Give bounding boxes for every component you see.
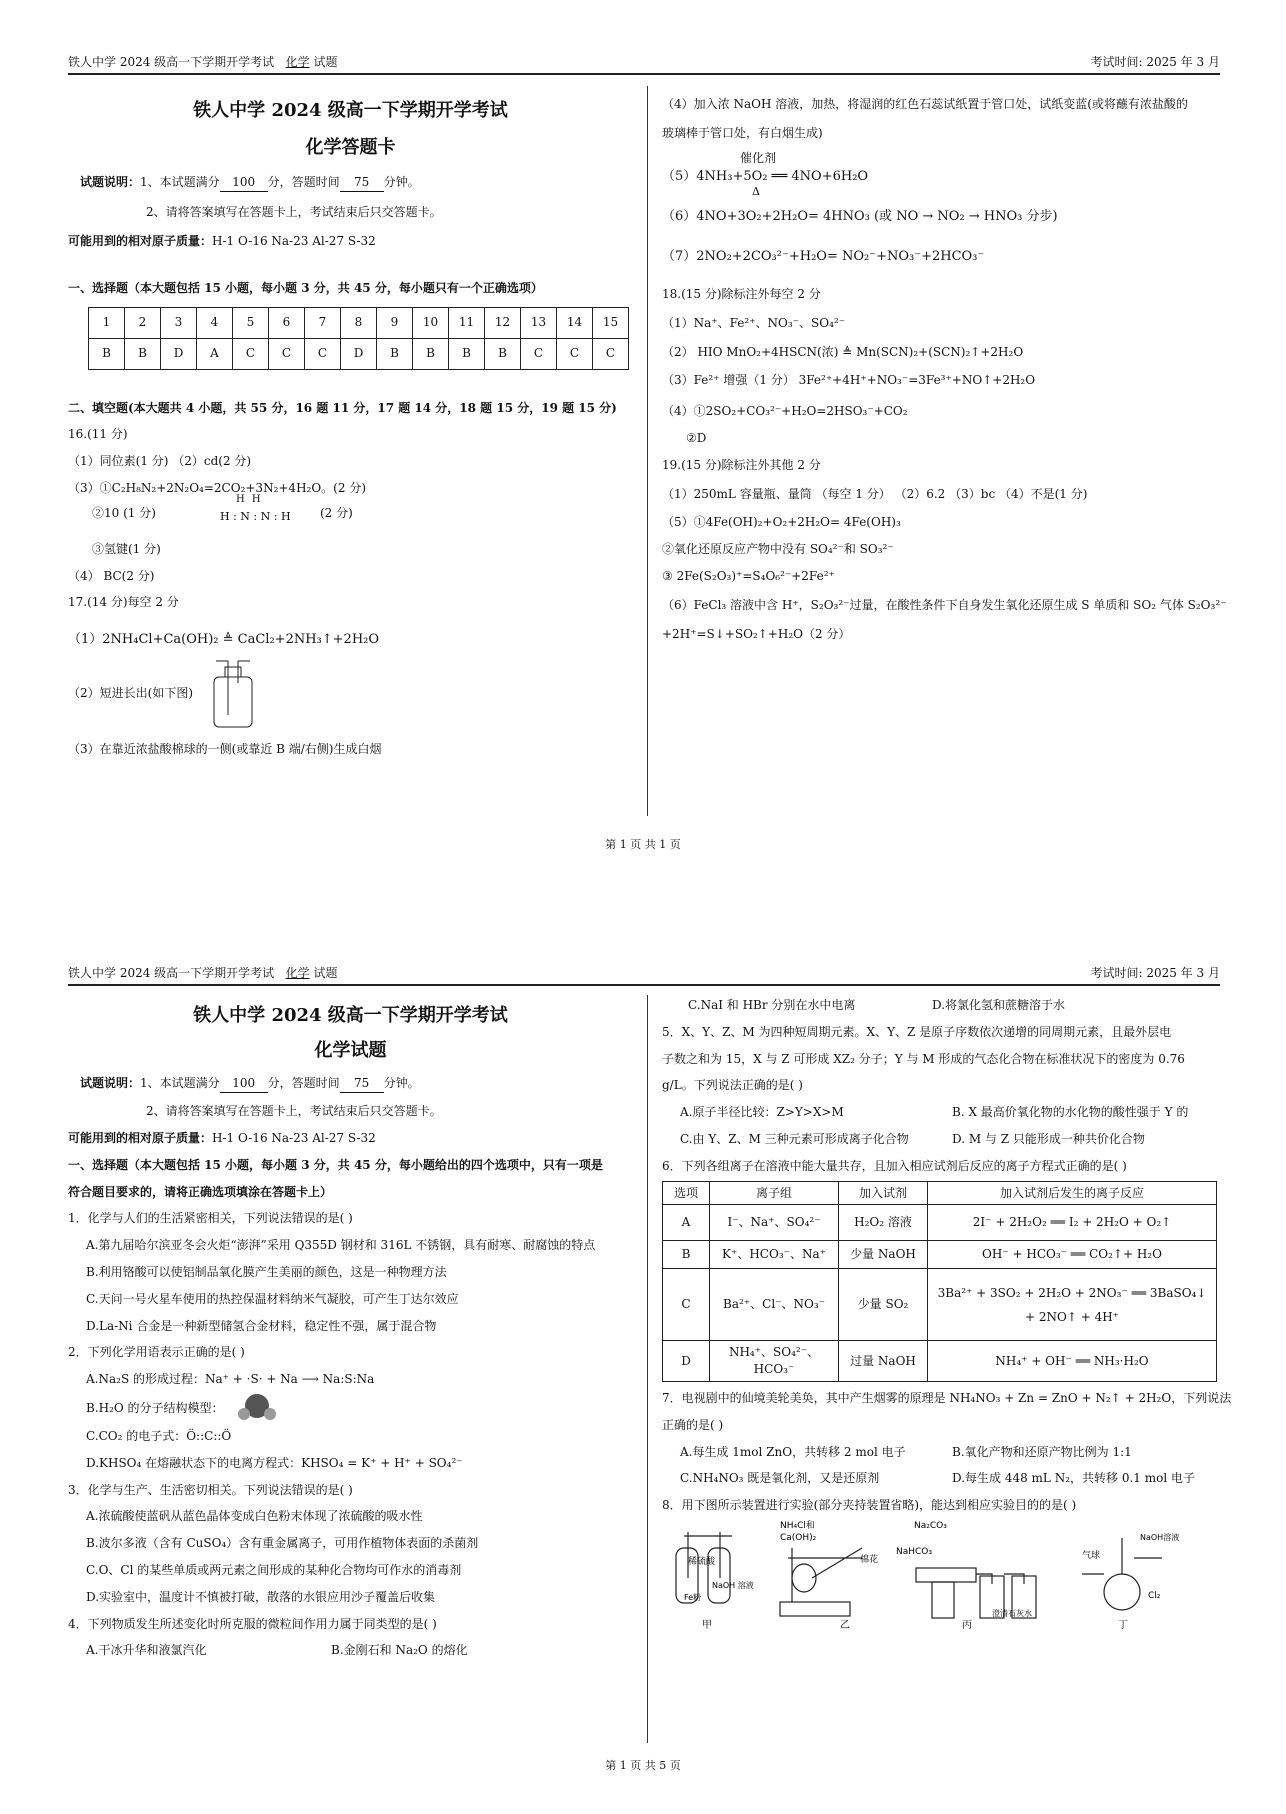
section-1-heading: 一、选择题（本大题包括 15 小题，每小题 3 分，共 45 分，每小题给出的四个选项中，只有一项是 xyxy=(68,1157,603,1172)
q1-option-d: D.La-Ni 合金是一种新型储氢合金材料，稳定性不强，属于混合物 xyxy=(86,1318,437,1333)
answer-letter-cell: C xyxy=(269,338,305,369)
figure-label: NaOH溶液 xyxy=(1140,1532,1180,1542)
answer-letter-cell: D xyxy=(341,338,377,369)
answer-letter-cell: C xyxy=(521,338,557,369)
note-line-2: 2、请将答案填写在答题卡上，考试结束后只交答题卡。 xyxy=(146,205,442,220)
table-row: C Ba²⁺、Cl⁻、NO₃⁻ 少量 SO₂ 3Ba²⁺ + 3SO₂ + 2H₂O + 2NO₃⁻ ══ 3BaSO₄↓ + 2NO↑ + 4H⁺ xyxy=(663,1269,1217,1341)
answer-numbers-row xyxy=(89,307,629,338)
q17-part7: （7）2NO₂+2CO₃²⁻+H₂O= NO₂⁻+NO₃⁻+2HCO₃⁻ xyxy=(662,248,985,264)
page-title: 铁人中学 2024 级高一下学期开学考试 xyxy=(193,1005,508,1026)
gas-bottle-icon xyxy=(208,655,258,729)
q17-part4: （4）加入浓 NaOH 溶液，加热，将湿润的红色石蕊试纸置于管口处，试纸变蓝(或将蘸有浓盐酸的 xyxy=(662,97,1188,111)
left-column xyxy=(68,98,633,758)
page-subtitle: 化学答题卡 xyxy=(305,137,396,159)
q2-option-b: B.H₂O 的分子结构模型： xyxy=(86,1394,633,1420)
q17-part3: （3）在靠近浓盐酸棉球的一侧(或靠近 B 端/右侧)生成白烟 xyxy=(68,742,382,757)
water-molecule-model-icon xyxy=(236,1388,278,1422)
figure-label: Na₂CO₃ xyxy=(914,1520,947,1531)
q18-part3: （3）Fe²⁺ 增强（1 分） 3Fe²⁺+4H⁺+NO₃⁻=3Fe³⁺+NO↑+2H₂O xyxy=(662,373,1036,388)
q2-option-c: C.CO₂ 的电子式：Ö::C::Ö xyxy=(86,1428,232,1443)
atomic-masses: 可能用到的相对原子质量：H-1 O-16 Na-23 Al-27 S-32 xyxy=(68,233,376,248)
answer-number-cell: 14 xyxy=(557,307,593,338)
full-score: 100 xyxy=(220,174,268,192)
page-header: 铁人中学 2024 级高一下学期开学考试 化学 试题 考试时间: 2025 年 3 月 xyxy=(68,964,1220,986)
q8-apparatus-figure xyxy=(662,1518,1222,1630)
answer-number-cell: 1 xyxy=(89,307,125,338)
q1-option-a: A.第九届哈尔滨亚冬会火炬“澎湃”采用 Q355D 钢材和 316L 不锈钢，具有耐寒、耐腐蚀的特点 xyxy=(86,1238,596,1253)
question-8: 8．用下图所示装置进行实验(部分夹持装置省略)，能达到相应实验目的的是( ) xyxy=(662,1498,1077,1513)
answer-number-cell: 5 xyxy=(233,307,269,338)
table-row: A I⁻、Na⁺、SO₄²⁻ H₂O₂ 溶液 2I⁻ + 2H₂O₂ ══ I₂ + 2H₂O + O₂↑ xyxy=(663,1205,1217,1241)
answer-letter-cell: B xyxy=(125,338,161,369)
q19-part1: （1）250mL 容量瓶、量筒 （每空 1 分） （2）6.2 （3）bc （4）不是(1 分) xyxy=(662,486,1088,501)
answer-number-cell: 11 xyxy=(449,307,485,338)
q17-part2-row: （2）短进长出(如下图) xyxy=(68,655,633,731)
answer-number-cell: 3 xyxy=(161,307,197,338)
q16-part3c: ③氢键(1 分) xyxy=(92,541,161,556)
hydrazine-electron-formula: H : N : N : H xyxy=(220,509,291,523)
page-header xyxy=(68,53,1220,75)
header-subject: 化学 xyxy=(285,55,310,69)
answer-card-page xyxy=(0,0,1286,900)
section-1-heading: 一、选择题（本大题包括 15 小题，每小题 3 分，共 45 分，每小题只有一个正确选项） xyxy=(68,280,543,295)
answer-letter-cell: B xyxy=(377,338,413,369)
header-suffix: 试题 xyxy=(313,55,338,69)
figure-label: NaHCO₃ xyxy=(896,1546,932,1557)
table-row: D NH₄⁺、SO₄²⁻、HCO₃⁻ 过量 NaOH NH₄⁺ + OH⁻ ══ NH₃·H₂O xyxy=(663,1341,1217,1382)
figure-label: 丙 xyxy=(962,1619,972,1630)
q18-heading: 18.(15 分)除标注外每空 2 分 xyxy=(662,286,821,301)
answer-letter-cell: B xyxy=(485,338,521,369)
q19-part5: （5）①4Fe(OH)₂+O₂+2H₂O= 4Fe(OH)₃ xyxy=(662,515,901,530)
q6-options-table xyxy=(662,1181,1217,1382)
q16-part1: （1）同位素(1 分) （2）cd(2 分) xyxy=(68,454,252,469)
page-footer: 第 1 页 共 5 页 xyxy=(605,1759,681,1772)
answer-number-cell: 2 xyxy=(125,307,161,338)
answer-number-cell: 9 xyxy=(377,307,413,338)
question-3: 3．化学与生产、生活密切相关。下列说法错误的是( ) xyxy=(68,1482,353,1497)
answer-letter-cell: C xyxy=(305,338,341,369)
figure-label: 澄清石灰水 xyxy=(992,1608,1032,1618)
q1-option-c: C.天问一号火星车使用的热控保温材料纳米气凝胶，可产生丁达尔效应 xyxy=(86,1291,459,1306)
answer-letter-cell: B xyxy=(413,338,449,369)
question-6: 6．下列各组离子在溶液中能大量共存，且加入相应试剂后反应的离子方程式正确的是( ) xyxy=(662,1158,1127,1173)
figure-label: 稀硫酸 xyxy=(688,1556,716,1567)
table-header-row: 选项 离子组 加入试剂 加入试剂后发生的离子反应 xyxy=(663,1181,1217,1205)
section-2-heading: 二、填空题(本大题共 4 小题，共 55 分，16 题 11 分，17 题 14 分，18 题 15 分，19 题 15 分) xyxy=(68,400,617,415)
figure-label: 丁 xyxy=(1118,1619,1128,1630)
q16-part4: （4） BC(2 分) xyxy=(68,568,155,583)
figure-label: NH₄Cl和 xyxy=(780,1520,815,1531)
answer-letter-cell: D xyxy=(161,338,197,369)
page-title: 铁人中学 2024 级高一下学期开学考试 xyxy=(193,100,508,121)
column-divider xyxy=(647,995,648,1743)
q16-heading: 16.(11 分) xyxy=(68,427,128,442)
figure-label: 气球 xyxy=(1082,1550,1101,1561)
answer-letter-cell: B xyxy=(449,338,485,369)
figure-label: Fe粉 xyxy=(684,1592,702,1602)
header-time: 考试时间: 2025 年 3 月 xyxy=(1090,55,1220,69)
q16-electron-formula: ②10 (1 分) H H H : N : N : H (2 分) xyxy=(92,493,353,523)
question-5: 5．X、Y、Z、M 为四种短周期元素。X、Y、Z 是原子序数依次递增的同周期元素，且最外层电 xyxy=(662,1024,1172,1039)
answer-number-cell: 13 xyxy=(521,307,557,338)
figure-label: 甲 xyxy=(702,1619,712,1630)
q18-part4: （4）①2SO₂+CO₃²⁻+H₂O=2HSO₃⁻+CO₂ xyxy=(662,404,908,419)
answer-letter-cell: C xyxy=(557,338,593,369)
q2-option-d: D.KHSO₄ 在熔融状态下的电离方程式：KHSO₄ = K⁺ + H⁺ + SO₄²⁻ xyxy=(86,1455,463,1470)
exam-duration: 75 xyxy=(340,174,384,192)
q19-heading: 19.(15 分)除标注外其他 2 分 xyxy=(662,457,821,472)
q17-part6: （6）4NO+3O₂+2H₂O= 4HNO₃ (或 NO → NO₂ → HNO₃ 分步) xyxy=(662,208,1058,224)
answer-table xyxy=(88,307,629,370)
answer-number-cell: 10 xyxy=(413,307,449,338)
answer-letter-cell: C xyxy=(593,338,629,369)
figure-label: Ca(OH)₂ xyxy=(780,1532,817,1543)
question-7: 7．电视剧中的仙境美轮美奂，其中产生烟雾的原理是 NH₄NO₃ + Zn = ZnO + N₂↑ + 2H₂O，下列说法 xyxy=(662,1390,1232,1405)
q2-option-a: A.Na₂S 的形成过程：Na⁺ + ·S· + Na ⟶ Na:S:Na xyxy=(86,1372,375,1387)
q18-part2: （2） HIO MnO₂+4HSCN(浓) ≜ Mn(SCN)₂+(SCN)₂↑+2H₂O xyxy=(662,344,1024,359)
answer-letter-cell: A xyxy=(197,338,233,369)
left-column: 铁人中学 2024 级高一下学期开学考试 化学试题 试题说明：1、本试题满分 100 分，答题时间 75 分钟。 2、请将答案填写在答题卡上，考试结束后只交答题卡。 可能用到的相对原子质量：H-1 O-16 Na-23 Al-27 S-32 一、选择题（本大题包括 15 小题，每小题 3 分，共 45 分，每小题给出的四个选项中，只有一项是 符合题目要求的，请将正确选项填涂在答题卡上） 1．化学与人们的生活紧密相关，下列说法错误的是( ) A.第九届哈尔滨亚冬会火炬“澎湃”采用 Q355D 钢材和 316L 不锈钢，具有耐寒、耐腐蚀的特点 B.利用铬酸可以使铝制品氧化膜产生美丽的颜色，这是一种物理方法 C.天问一号火星车使用的热控保温材料纳米气凝胶，可产生丁达尔效应 D.La-Ni 合金是一种新型储氢合金材料，稳定性不强，属于混合物 2．下列化学用语表示正确的是( ) A.Na₂S 的形成过程：Na⁺ + ·S· + Na ⟶ Na:S:Na B.H₂O 的分子结构模型： C.CO₂ 的电子式：Ö::C::Ö D.KHSO₄ 在熔融状态下的电离方程式：KHSO₄ = K⁺ + H⁺ + SO₄²⁻ 3．化学与生产、生活密切相关。下列说法错误的是( ) A.浓硫酸使蓝矾从蓝色晶体变成白色粉末体现了浓硫酸的吸水性 B.波尔多液（含有 CuSO₄）含有重金属离子，可用作植物体表面的杀菌剂 C.O、Cl 的某些单质或两元素之间形成的某种化合物均可作水的消毒剂 D.实验室中，温度计不慎被打破，散落的水银应用沙子覆盖后收集 4．下列物质发生所述变化时所克服的微粒间作用力属于同类型的是( ) A.干冰升华和液氯汽化 B.金刚石和 Na₂O 的熔化 xyxy=(68,1003,633,1659)
answer-number-cell: 7 xyxy=(305,307,341,338)
right-column: （4）加入浓 NaOH 溶液，加热，将湿润的红色石蕊试纸置于管口处，试纸变蓝(或将蘸有浓盐酸的 玻璃棒于管口处，有白烟生成) 催化剂 （5）4NH₃+5O₂ ══ 4NO+6H₂O Δ （6）4NO+3O₂+2H₂O= 4HNO₃ (或 NO → NO₂ → HNO₃ 分步) （7）2NO₂+2CO₃²⁻+H₂O= NO₂⁻+NO₃⁻+2HCO₃⁻ 18.(15 分)除标注外每空 2 分 （1）Na⁺、Fe²⁺、NO₃⁻、SO₄²⁻ （2） HIO MnO₂+4HSCN(浓) ≜ Mn(SCN)₂+(SCN)₂↑+2H₂O （3）Fe²⁺ 增强（1 分） 3Fe²⁺+4H⁺+NO₃⁻=3Fe³⁺+NO↑+2H₂O （4）①2SO₂+CO₃²⁻+H₂O=2HSO₃⁻+CO₂ ②D 19.(15 分)除标注外其他 2 分 （1）250mL 容量瓶、量筒 （每空 1 分） （2）6.2 （3）bc （4）不是(1 分) （5）①4Fe(OH)₂+O₂+2H₂O= 4Fe(OH)₃ ②氧化还原反应产物中没有 SO₄²⁻和 SO₃²⁻ ③ 2Fe(S₂O₃)⁺=S₄O₆²⁻+2Fe²⁺ （6）FeCl₃ 溶液中含 H⁺，S₂O₃²⁻过量，在酸性条件下自身发生氧化还原生成 S 单质和 SO₂ 气体 S₂O₃²⁻ +2H⁺=S↓+SO₂↑+H₂O（2 分） xyxy=(662,97,1227,641)
page-footer: 第 1 页 共 1 页 xyxy=(605,838,681,851)
q16-part3: （3）①C₂H₈N₂+2N₂O₄=2CO₂+3N₂+4H₂O。(2 分) xyxy=(68,480,366,495)
answer-number-cell: 8 xyxy=(341,307,377,338)
answer-number-cell: 6 xyxy=(269,307,305,338)
q19-part6: （6）FeCl₃ 溶液中含 H⁺，S₂O₃²⁻过量，在酸性条件下自身发生氧化还原生成 S 单质和 SO₂ 气体 S₂O₃²⁻ xyxy=(662,597,1227,612)
question-1: 1．化学与人们的生活紧密相关，下列说法错误的是( ) xyxy=(68,1211,353,1226)
q17-part1: （1）2NH₄Cl+Ca(OH)₂ ≜ CaCl₂+2NH₃↑+2H₂O xyxy=(68,632,380,648)
q17-heading: 17.(14 分)每空 2 分 xyxy=(68,595,179,610)
answer-number-cell: 15 xyxy=(593,307,629,338)
answer-letter-cell: C xyxy=(233,338,269,369)
figure-label: 乙 xyxy=(840,1619,850,1630)
note-line-1: 试题说明：1、本试题满分 100 分，答题时间 75 分钟。 xyxy=(80,174,633,192)
table-row: B K⁺、HCO₃⁻、Na⁺ 少量 NaOH OH⁻ + HCO₃⁻ ══ CO₂↑+ H₂O xyxy=(663,1241,1217,1269)
question-2: 2．下列化学用语表示正确的是( ) xyxy=(68,1345,245,1360)
q18-part1: （1）Na⁺、Fe²⁺、NO₃⁻、SO₄²⁻ xyxy=(662,315,846,330)
answer-number-cell: 4 xyxy=(197,307,233,338)
exam-paper-page xyxy=(0,905,1286,1805)
figure-label: Cl₂ xyxy=(1148,1590,1161,1601)
question-4: 4．下列物质发生所述变化时所克服的微粒间作用力属于同类型的是( ) xyxy=(68,1616,437,1631)
answer-letter-cell: B xyxy=(89,338,125,369)
right-column: C.NaI 和 HBr 分别在水中电离 D.将氯化氢和蔗糖溶于水 5．X、Y、Z、M 为四种短周期元素。X、Y、Z 是原子序数依次递增的同周期元素，且最外层电 子数之和为 15，X 与 Z 可形成 XZ₂ 分子；Y 与 M 形成的气态化合物在标准状况下的密度为 0.76 g/L。下列说法正确的是( ) A.原子半径比较：Z>Y>X>M B. X 最高价氧化物的水化物的酸性强于 Y 的 C.由 Y、Z、M 三种元素可形成离子化合物 D. M 与 Z 只能形成一种共价化合物 6．下列各组离子在溶液中能大量共存，且加入相应试剂后反应的离子方程式正确的是( ) 选项 离子组 加入试剂 加入试剂后发生的离子反应 A I⁻、Na⁺、SO₄²⁻ H₂O₂ 溶液 2I⁻ + 2H₂O₂ ══ I₂ + 2H₂O + O₂↑ B K⁺、HCO₃⁻、Na⁺ 少量 NaOH OH⁻ + HCO₃⁻ ══ CO₂↑+ H₂O C Ba²⁺、Cl⁻、NO₃⁻ 少量 SO₂ 3Ba²⁺ + 3SO₂ + 2H₂O + 2NO₃⁻ ══ 3BaSO₄↓ + 2NO↑ + 4H⁺ D NH₄⁺、SO₄²⁻、HCO₃⁻ 过量 NaOH NH₄⁺ + OH⁻ ══ NH₃·H₂O 7．电视剧中的仙境美轮美奂，其中产生烟雾的原理是 NH₄NO₃ + Zn = ZnO + N₂↑ + 2H₂O，下列说法 正确的是( ) A.每生成 1mol ZnO，共转移 2 mol 电子 B.氧化产物和还原产物比例为 1:1 C.NH₄NO₃ 既是氧化剂，又是还原剂 D.每生成 448 mL N₂，共转移 0.1 mol 电子 8．用下图所示装置进行实验(部分夹持装置省略)，能达到相应实验目的的是( ) 稀硫酸 NaOH 溶液 Fe粉 甲 NH₄Cl和 Ca(OH)₂ 棉花 乙 Na₂CO₃ NaHCO₃ 澄清石灰水 丙 气球 NaOH溶液 Cl₂ 丁 xyxy=(662,998,1232,1630)
figure-label: 棉花 xyxy=(860,1554,879,1565)
answer-number-cell: 12 xyxy=(485,307,521,338)
q17-part5: 催化剂 （5）4NH₃+5O₂ ══ 4NO+6H₂O Δ xyxy=(662,150,869,198)
figure-label: NaOH 溶液 xyxy=(712,1580,754,1590)
answer-letters-row xyxy=(89,338,629,369)
header-school: 铁人中学 2024 级高一下学期开学考试 xyxy=(68,55,275,69)
q1-option-b: B.利用铬酸可以使铝制品氧化膜产生美丽的颜色，这是一种物理方法 xyxy=(86,1264,447,1279)
column-divider xyxy=(647,86,648,816)
page-subtitle: 化学试题 xyxy=(314,1040,387,1062)
